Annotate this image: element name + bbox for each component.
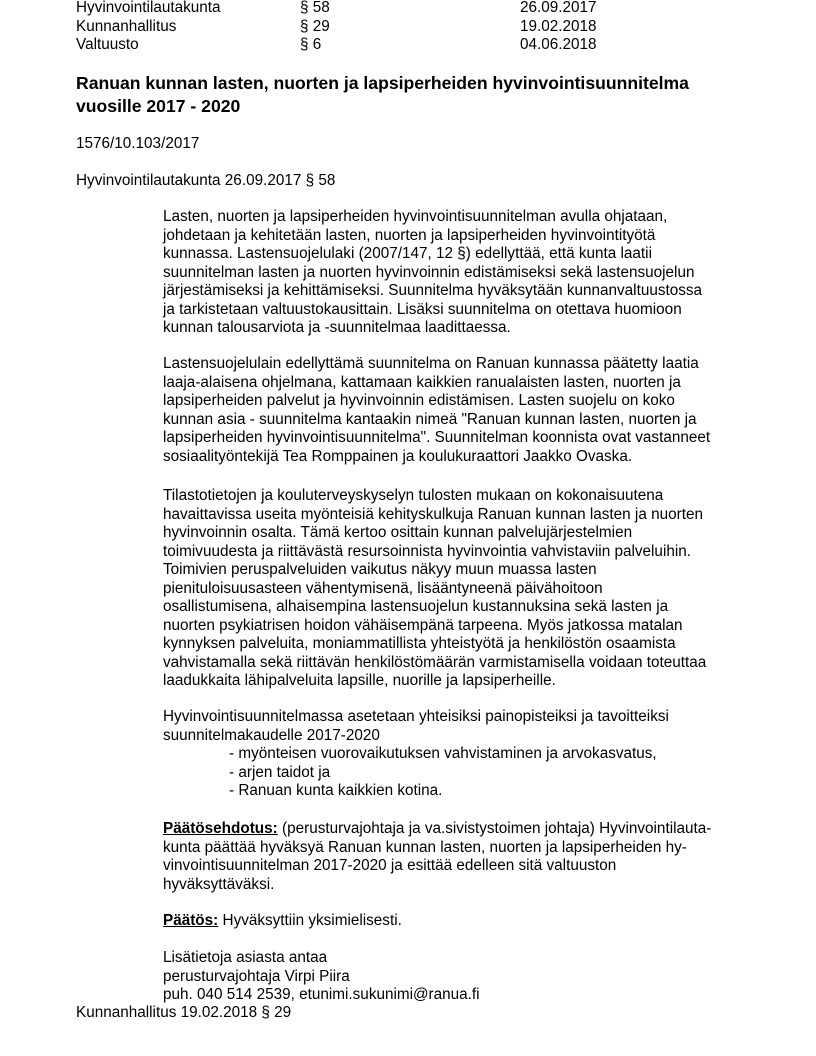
title-line: Ranuan kunnan lasten, nuorten ja lapsiperheiden hyvinvointisuunnitelma bbox=[76, 73, 689, 93]
proposal-label: Päätösehdotus: bbox=[163, 820, 278, 837]
history-row bbox=[76, 18, 636, 37]
decision bbox=[163, 912, 763, 931]
history-date: 26.09.2017 bbox=[520, 0, 597, 16]
history-body: Valtuusto bbox=[76, 36, 139, 53]
paragraph-priorities: Hyvinvointisuunnitelmassa asetetaan yhteisiksi painopisteiksi ja tavoitteiksi suunnitelmakaudelle 2017-2020 - myönteisen vuorovaikutuksen vahvistaminen ja arvokasvatus, - arjen taidot ja - Ranuan kunta kaikkien kotina. bbox=[163, 708, 763, 801]
history-row bbox=[76, 36, 636, 55]
priority-item: - arjen taidot ja bbox=[229, 763, 331, 781]
history-section: § 6 bbox=[300, 36, 322, 53]
history-row bbox=[76, 0, 636, 18]
title-line: vuosille 2017 - 2020 bbox=[76, 95, 241, 116]
history-section: § 58 bbox=[300, 0, 330, 16]
contact-phone-email: puh. 040 514 2539, etunimi.sukunimi@ranua.fi bbox=[163, 986, 480, 1003]
decision-label: Päätös: bbox=[163, 912, 219, 929]
history-section: § 29 bbox=[300, 17, 330, 35]
meeting-reference: Hyvinvointilautakunta 26.09.2017 § 58 bbox=[76, 172, 336, 189]
paragraph-plan-scope: Lastensuojelulain edellyttämä suunnitelma on Ranuan kunnassa päätetty laatia laaja-alaisena ohjelmana, kattamaan kaikkien ranualaisten lasten, nuorten ja lapsiperheiden palvelut ja hyvinvoinnin edistämisen. Lasten suojelu on koko kunnan asia - suunnitelma kantaakin nimeä "Ranuan kunnan lasten, nuorten ja lapsiperheiden hyvinvointisuunnitelma". Suunnitelman koonnista ovat vastanneet sosiaalityöntekijä Tea Romppainen ja koulukuraattori Jaakko Ovaska. bbox=[163, 355, 711, 465]
history-date: 19.02.2018 bbox=[520, 17, 597, 35]
document-title bbox=[76, 72, 689, 117]
footer-meeting-reference: Kunnanhallitus 19.02.2018 § 29 bbox=[76, 1004, 292, 1021]
proposal-text: (perusturvajohtaja ja va.sivistystoimen johtaja) Hyvinvointilauta- bbox=[277, 820, 712, 837]
priority-item: - myönteisen vuorovaikutuksen vahvistaminen ja arvokasvatus, bbox=[229, 745, 657, 762]
history-body: Hyvinvointilautakunta bbox=[76, 0, 221, 16]
paragraph-intro: Lasten, nuorten ja lapsiperheiden hyvinvointisuunnitelman avulla ohjataan, johdetaan ja kehitetään lasten, nuorten ja lapsiperheiden hyvinvointityötä kunnassa. Lastensuojelulaki (2007/147, 12 §) edellyttää, että kunta laatii suunnitelman lasten ja nuorten hyvinvoinnin edistämiseksi sekä lastensuojelun järjestämiseksi ja kehittämiseksi. Suunnitelma hyväksytään kunnanvaltuustossa ja tarkistetaan valtuustokausittain. Lisäksi suunnitelma on otettava huomioon kunnan talousarviota ja -suunnitelmaa laadittaessa. bbox=[163, 208, 703, 336]
history-date: 04.06.2018 bbox=[520, 36, 597, 53]
history-body: Kunnanhallitus bbox=[76, 17, 177, 35]
paragraph-statistics: Tilastotietojen ja kouluterveyskyselyn tulosten mukaan on kokonaisuutena havaittavissa useita myönteisiä kehityskulkuja Ranuan kunnan lasten ja nuorten hyvinvoinnin osalta. Tämä kertoo osittain kunnan palvelujärjestelmien toimivuudesta ja riittävästä resursoinnista hyvinvointia vahvistaviin palveluihin. Toimivien peruspalveluiden vaikutus näkyy muun muassa lasten pienituloisuusasteen vähentymisenä, lisääntyneenä päivähoitoon osallistumisena, alhaisempina lastensuojelun kustannuksina sekä lasten ja nuorten psykiatrisen hoidon vähäisempänä tarpeena. Myös jatkossa matalan kynnyksen palveluita, moniammatillista yhteistyötä ja henkilöstön osaamista vahvistamalla sekä riittävän henkilöstömäärän varmistamisella voidaan toteuttaa laadukkaita lähipalveluita lapsille, nuorille ja lapsiperheille. bbox=[163, 487, 707, 689]
priority-item: - Ranuan kunta kaikkien kotina. bbox=[229, 782, 443, 799]
decision-proposal: Päätösehdotus: (perusturvajohtaja ja va.sivistystoimen johtaja) Hyvinvointilauta- kunta päättää hyväksyä Ranuan kunnan lasten, nuorten ja lapsiperheiden hy- vinvointisuunnitelman 2017-2020 ja esittää edelleen sitä valtuuston hyväksyttäväksi. bbox=[163, 820, 712, 893]
contact-info: Lisätietoja asiasta antaa perusturvajohtaja Virpi Piira puh. 040 514 2539, etunimi.sukunimi@ranua.fi bbox=[163, 949, 763, 1005]
decision-text: Hyväksyttiin yksimielisesti. bbox=[218, 912, 402, 929]
record-number: 1576/10.103/2017 bbox=[76, 135, 200, 152]
